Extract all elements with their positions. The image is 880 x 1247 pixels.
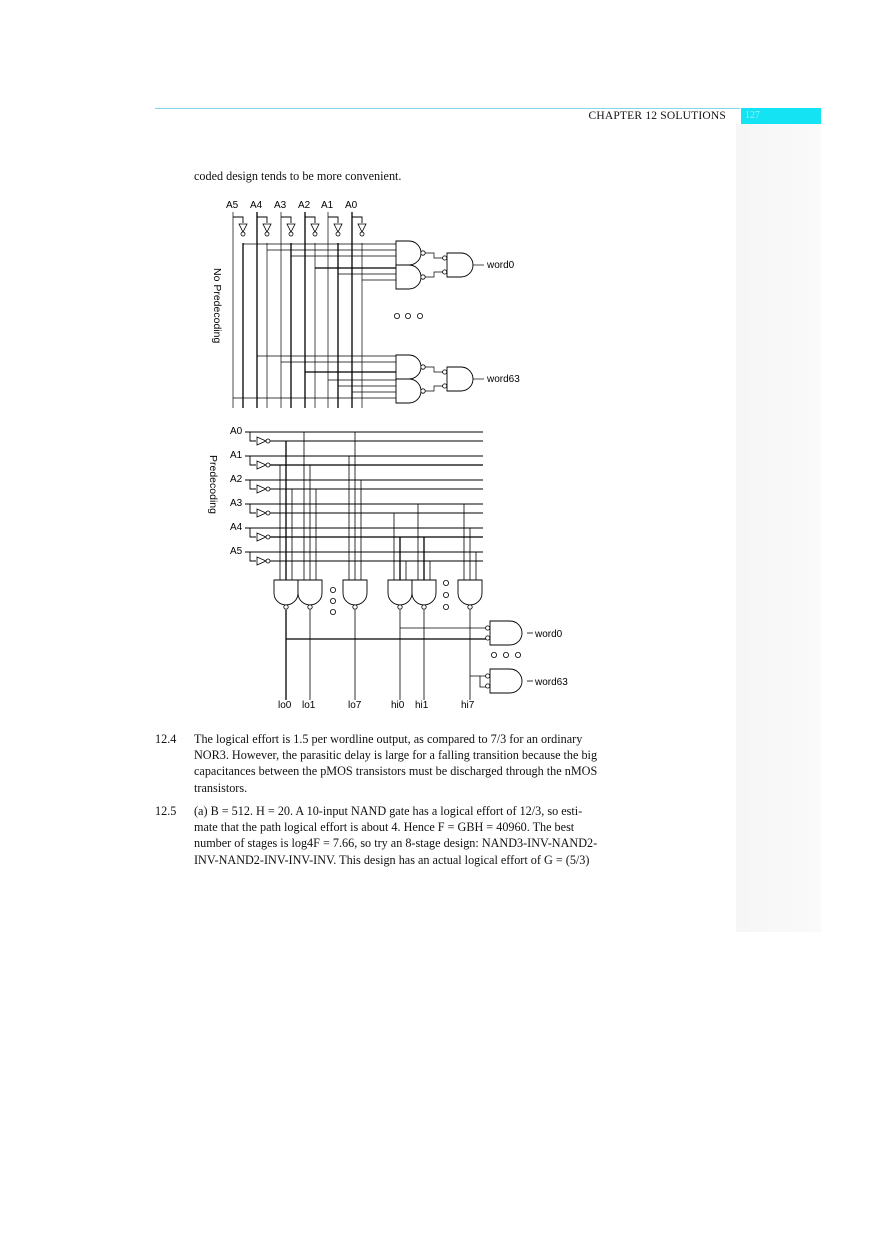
input-label-a4: A4: [250, 200, 263, 211]
bus-label-hi0: hi0: [391, 700, 405, 711]
no-predecoding-label: No Predecoding: [211, 268, 223, 344]
no-predecoding-section: [211, 200, 520, 408]
problem-line: INV-NAND2-INV-INV-INV. This design has an actual logical effort of G = (5/3): [194, 852, 590, 867]
input-label-a3: A3: [274, 200, 287, 211]
bus-label-lo0: lo0: [278, 700, 292, 711]
bottom-output-word63: word63: [535, 677, 568, 688]
continuation-text: coded design tends to be more convenient.: [194, 169, 402, 183]
problem-line: capacitances between the pMOS transistors must be discharged through the nMOS: [194, 764, 598, 779]
problem-line: The logical effort is 1.5 per wordline output, as compared to 7/3 for an ordinary: [194, 732, 583, 746]
input-label-a5: A5: [226, 200, 239, 211]
predecode-input-a1: A1: [230, 450, 243, 461]
top-output-word0: word0: [487, 260, 515, 271]
running-head: CHAPTER 12 SOLUTIONS: [588, 110, 726, 122]
predecode-input-a2: A2: [230, 474, 243, 485]
problem-line: transistors.: [194, 780, 248, 795]
problem-number: 12.4: [155, 732, 177, 746]
predecode-input-a3: A3: [230, 498, 243, 509]
predecode-input-a5: A5: [230, 546, 243, 557]
predecoding-label: Predecoding: [207, 455, 219, 514]
predecoding-section: [207, 426, 568, 711]
problem-line: number of stages is log4F = 7.66, so try an 8-stage design: NAND3-INV-NAND2-: [194, 836, 598, 851]
input-label-a1: A1: [321, 200, 334, 211]
word0-decoder: [243, 241, 515, 289]
input-rails: [233, 212, 362, 408]
predecode-rails: [245, 432, 483, 561]
input-inverters: [239, 224, 366, 236]
bus-label-lo7: lo7: [348, 700, 362, 711]
bottom-output-word0: word0: [535, 629, 563, 640]
problem-line: mate that the path logical effort is about 4. Hence F = GBH = 40960. The best: [194, 820, 575, 835]
problem-text: [194, 731, 634, 796]
bus-label-hi7: hi7: [461, 700, 475, 711]
problem-line: NOR3. However, the parasitic delay is large for a falling transition because the big: [194, 748, 598, 763]
problem-number: 12.5: [155, 804, 177, 818]
predecode-input-a0: A0: [230, 426, 243, 437]
input-label-a0: A0: [345, 200, 358, 211]
top-ellipsis: [394, 313, 422, 318]
bus-label-lo1: lo1: [302, 700, 316, 711]
page-number: 127: [741, 108, 821, 124]
predecode-taps: [280, 432, 476, 580]
bus-label-hi1: hi1: [415, 700, 429, 711]
problem-text: [194, 803, 634, 868]
bottom-ellipsis: [491, 652, 520, 657]
predecode-gates: [274, 580, 482, 609]
word63-decoder: [233, 355, 520, 403]
input-label-a2: A2: [298, 200, 311, 211]
problem-line: (a) B = 512. H = 20. A 10-input NAND gate has a logical effort of 12/3, so esti-: [194, 804, 583, 818]
predecode-input-a4: A4: [230, 522, 243, 533]
top-output-word63: word63: [487, 374, 520, 385]
